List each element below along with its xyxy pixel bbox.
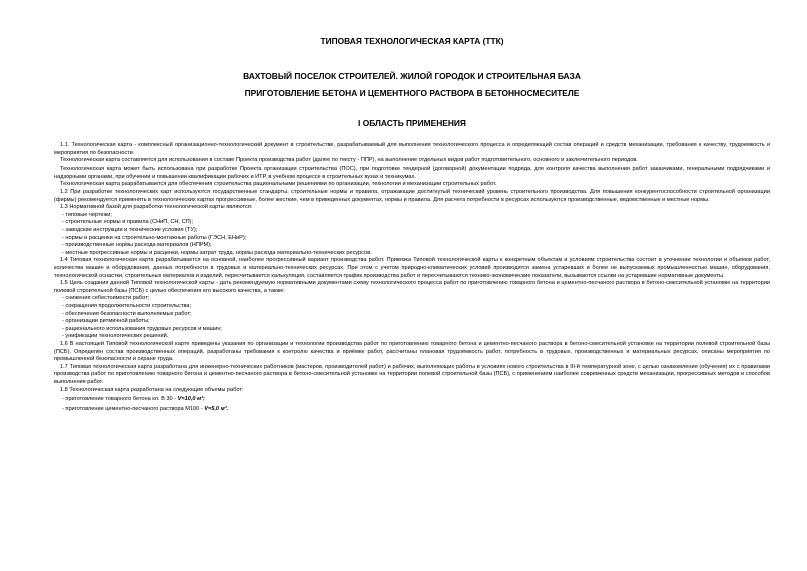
paragraph-1-6: 1.6 В настоящей Типовой технологической карте приведены указания по организации и технологии производства работ по приготовлению товарного бетона и цементно-песчаного раствора в бетоно-смесительной установке на территории полевой строительной базы (ПСБ). Определён состав производственных операций, разработаны требования к контролю качества и приёмке работ, рассчитаны плановая трудоёмкость работ, потребность в трудовых, производственных и материальных ресурсах, описаны мероприятия по промышленной безопасности и охране труда. [54, 340, 770, 363]
document-page [54, 36, 770, 413]
list-item: - унификации технологических решений. [62, 333, 169, 340]
volume-value: =5,0 м³. [207, 405, 229, 412]
document-title: ТИПОВАЯ ТЕХНОЛОГИЧЕСКАЯ КАРТА (ТТК) [320, 36, 504, 46]
volume-label: - приготовление цементно-песчаного раствора М100 - [62, 405, 205, 412]
list-item: - типовые чертежи; [62, 211, 112, 218]
list-item: - рационального использования трудовых ресурсов и машин; [62, 325, 222, 332]
paragraph: Технологическая карта может быть использована при разработке Проекта организации строительства (ПОС), при подготовке тендерной (договорной) документации подряда, для контроля качества выполнения работ заказчиками, генеральными подрядчиками и надзорными органами, при обучении и повышении квалификации рабочих и ИТР, в учебном процессе в строительных вузах и техникумах. [54, 166, 770, 180]
paragraph-1-8: 1.8 Технологическая карта разработана на следующие объемы работ: [60, 386, 244, 393]
volume-item-mortar [54, 406, 770, 414]
list-item: - заводские инструкции и технические условия (ТУ); [62, 227, 198, 234]
list-item: - строительные нормы и правила (СНиП, СН, СП); [62, 219, 194, 226]
volume-value: =10,0 м³; [181, 396, 205, 403]
list-item: - местные прогрессивные нормы и расценки, нормы затрат труда, нормы расхода материально-технических ресурсов. [62, 249, 372, 256]
paragraph-1-7: 1.7 Типовая технологическая карта разработана для инженерно-технических работников (мастеров, производителей работ) и рабочих, выполняющих работы в условиях нового строительства в III-й температурной зоне, с целью ознакомления (обучения) их с правилами производства работ по приготовлению товарного бетона и цементно-песчаного раствора в бетоно-смесительной установке на территории полевой строительной базы (ПСБ), с применением наиболее современных средств механизации, прогрессивных методов и способов выполнения работ. [54, 363, 770, 385]
formula-symbol: V [204, 405, 208, 412]
paragraph-1-3: 1.3 Нормативной базой для разработки технологической карты являются: [60, 204, 253, 211]
list-item: - сокращения продолжительности строительства; [62, 302, 192, 309]
list-item: - производственные нормы расхода материалов (НПРМ); [62, 242, 212, 249]
list-item: - снижения себестоимости работ; [62, 295, 150, 302]
document-body [54, 142, 770, 413]
paragraph-1-4: 1.4 Типовая технологическая карта разрабатывается на основной, наиболее прогрессивный вариант производства работ. Привязка Типовой технологической карты к конкретным объектам и условиям строительства состоит в уточнении технологии и объемов работ, количества машин и оборудования, данных потребности в трудовых и материально-технических ресурсах. При этом с учетом природно-климатических условий производится замена устаревших и более не выпускаемых промышленностью машин, оборудования, технологической оснастки, строительных материалов и изделий, пересчитывается калькуляция, составляется график производства работ и пересчитываются технико-экономические показатели, вызываются ссылки на устаревшие нормативные документы. [54, 257, 770, 279]
document-subtitle-2: ПРИГОТОВЛЕНИЕ БЕТОНА И ЦЕМЕНТНОГО РАСТВОРА В БЕТОННОСМЕСИТЕЛЕ [244, 88, 580, 98]
formula-symbol: V [177, 396, 182, 403]
paragraph-1-2: 1.2 При разработке технологических карт используются государственные стандарты, строительные нормы и правила, отражающие достигнутый технический уровень строительного производства. Для повышения конкурентоспособности строительной организации (фирмы) рекомендуется применять в технологических картах прогрессивные, более жесткие, чем в приведенных документах, нормы и правила. Для расчета потребности в ресурсах используются производственные, ведомственные и местные нормы. [54, 189, 770, 203]
list-item: - организации ритмичной работы; [62, 318, 150, 325]
volume-label: - приготовление товарного бетона кл. В 30 - [62, 396, 178, 403]
list-item: - обеспечения безопасности выполняемых работ; [62, 310, 192, 317]
volume-item-concrete [54, 396, 770, 404]
paragraph-1-1: 1.1. Технологическая карта - комплексный организационно-технологический документ в строительстве, разрабатываемый для выполнения технологического процесса и определяющий состав операций и средств механизации, требования к качеству, трудоемкость и мероприятия по безопасности. [54, 142, 770, 156]
section-heading: I ОБЛАСТЬ ПРИМЕНЕНИЯ [358, 118, 466, 128]
document-subtitle-1: ВАХТОВЫЙ ПОСЕЛОК СТРОИТЕЛЕЙ. ЖИЛОЙ ГОРОДОК И СТРОИТЕЛЬНАЯ БАЗА [243, 71, 581, 81]
list-item: - нормы и расценки на строительно-монтажные работы (ГЭСН, ЕНиР); [62, 234, 247, 241]
paragraph: Технологическая карта составляется для использования в составе Проекта производства работ (далее по тексту - ППР), на выполнение отдельных видов работ подготовительного, основного и заключительного периодов. [60, 157, 638, 164]
paragraph-1-5: 1.5 Цель создания данной Типовой технологической карты - дать рекомендуемую нормативными документами схему технологического процесса работ по приготовлению товарного бетона и цементно-песчаного раствора в бетоно-смесительной установке на территории полевой строительной базы (ПСБ) с целью обеспечения его высокого качества, а также: [54, 280, 770, 294]
paragraph: Технологическая карта разрабатывается для обеспечения строительства рациональными решениями по организации, технологии и механизации строительных работ. [60, 181, 497, 188]
